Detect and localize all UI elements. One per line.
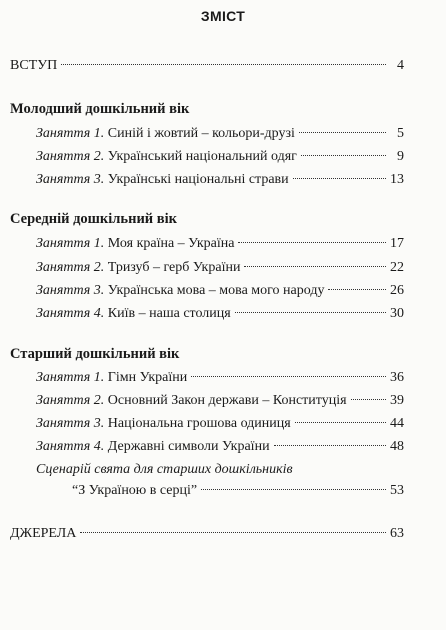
page-number: 53 bbox=[390, 483, 404, 498]
page-number: 13 bbox=[390, 172, 404, 187]
toc-entry[interactable] bbox=[36, 282, 404, 300]
page-number: 48 bbox=[390, 439, 404, 454]
leader-dots bbox=[244, 266, 386, 267]
lesson-number: Заняття 1. bbox=[36, 370, 105, 385]
page-number: 26 bbox=[390, 283, 404, 298]
toc-entry[interactable] bbox=[36, 392, 404, 410]
toc-entry-scenario[interactable] bbox=[72, 482, 404, 500]
lesson-number: Заняття 2. bbox=[36, 393, 105, 408]
lesson-number: Заняття 4. bbox=[36, 439, 105, 454]
toc-entry[interactable] bbox=[36, 305, 404, 323]
toc-entry[interactable] bbox=[36, 235, 404, 253]
toc-entry[interactable] bbox=[36, 148, 404, 166]
lesson-topic: Український національний одяг bbox=[107, 149, 297, 164]
lesson-topic: Українська мова – мова мого народу bbox=[107, 283, 325, 298]
lesson-number: Заняття 3. bbox=[36, 416, 105, 431]
leader-dots bbox=[295, 422, 386, 423]
section-heading-middle: Середній дошкільний вік bbox=[10, 211, 178, 227]
leader-dots bbox=[238, 242, 386, 243]
section-heading-senior: Старший дошкільний вік bbox=[10, 346, 180, 362]
toc-entry[interactable] bbox=[36, 259, 404, 277]
lesson-topic: Основний Закон держави – Конституція bbox=[107, 393, 347, 408]
lesson-topic: Українські національні страви bbox=[107, 172, 289, 187]
lesson-number: Заняття 1. bbox=[36, 126, 105, 141]
lesson-number: Заняття 1. bbox=[36, 236, 105, 251]
page-number: 9 bbox=[397, 149, 404, 164]
lesson-topic: Синій і жовтий – кольори-друзі bbox=[107, 126, 295, 141]
leader-dots bbox=[301, 155, 386, 156]
leader-dots bbox=[274, 445, 386, 446]
lesson-number: Заняття 2. bbox=[36, 149, 105, 164]
lesson-number: Заняття 3. bbox=[36, 283, 105, 298]
leader-dots bbox=[201, 489, 386, 490]
leader-dots bbox=[299, 132, 386, 133]
page-number: 17 bbox=[390, 236, 404, 251]
page-number: 36 bbox=[390, 370, 404, 385]
leader-dots bbox=[80, 532, 386, 533]
leader-dots bbox=[328, 289, 386, 290]
lesson-topic: Тризуб – герб України bbox=[107, 260, 241, 275]
toc-entry[interactable] bbox=[36, 369, 404, 387]
lesson-topic: Моя країна – Україна bbox=[107, 236, 235, 251]
lesson-topic: Київ – наша столиця bbox=[107, 306, 231, 321]
toc-entry[interactable] bbox=[36, 171, 404, 189]
toc-entry-sources[interactable] bbox=[10, 525, 404, 543]
toc-entry[interactable] bbox=[36, 438, 404, 456]
page-number: 22 bbox=[390, 260, 404, 275]
lesson-topic: Гімн України bbox=[107, 370, 188, 385]
toc-entry[interactable] bbox=[36, 125, 404, 143]
scenario-title bbox=[36, 461, 293, 479]
lesson-topic: Державні символи України bbox=[107, 439, 270, 454]
section-heading-junior: Молодший дошкільний вік bbox=[10, 101, 190, 117]
scenario-name: “З Україною в серці” bbox=[72, 483, 198, 498]
leader-dots bbox=[61, 64, 386, 65]
page-title: ЗМІСТ bbox=[200, 8, 246, 24]
leader-dots bbox=[191, 376, 386, 377]
toc-label: ДЖЕРЕЛА bbox=[10, 526, 77, 541]
lesson-number: Заняття 4. bbox=[36, 306, 105, 321]
page-number: 44 bbox=[390, 416, 404, 431]
page-number: 30 bbox=[390, 306, 404, 321]
toc-entry[interactable] bbox=[36, 415, 404, 433]
scenario-line: Сценарій свята для старших дошкільників bbox=[36, 462, 293, 477]
leader-dots bbox=[235, 312, 386, 313]
toc-label: ВСТУП bbox=[10, 58, 58, 73]
lesson-topic: Національна грошова одиниця bbox=[107, 416, 291, 431]
lesson-number: Заняття 3. bbox=[36, 172, 105, 187]
page-number: 5 bbox=[397, 126, 404, 141]
leader-dots bbox=[293, 178, 386, 179]
page-number: 63 bbox=[390, 526, 404, 541]
leader-dots bbox=[351, 399, 386, 400]
lesson-number: Заняття 2. bbox=[36, 260, 105, 275]
page-number: 39 bbox=[390, 393, 404, 408]
page-number: 4 bbox=[397, 58, 404, 73]
toc-entry-intro[interactable] bbox=[10, 57, 404, 75]
